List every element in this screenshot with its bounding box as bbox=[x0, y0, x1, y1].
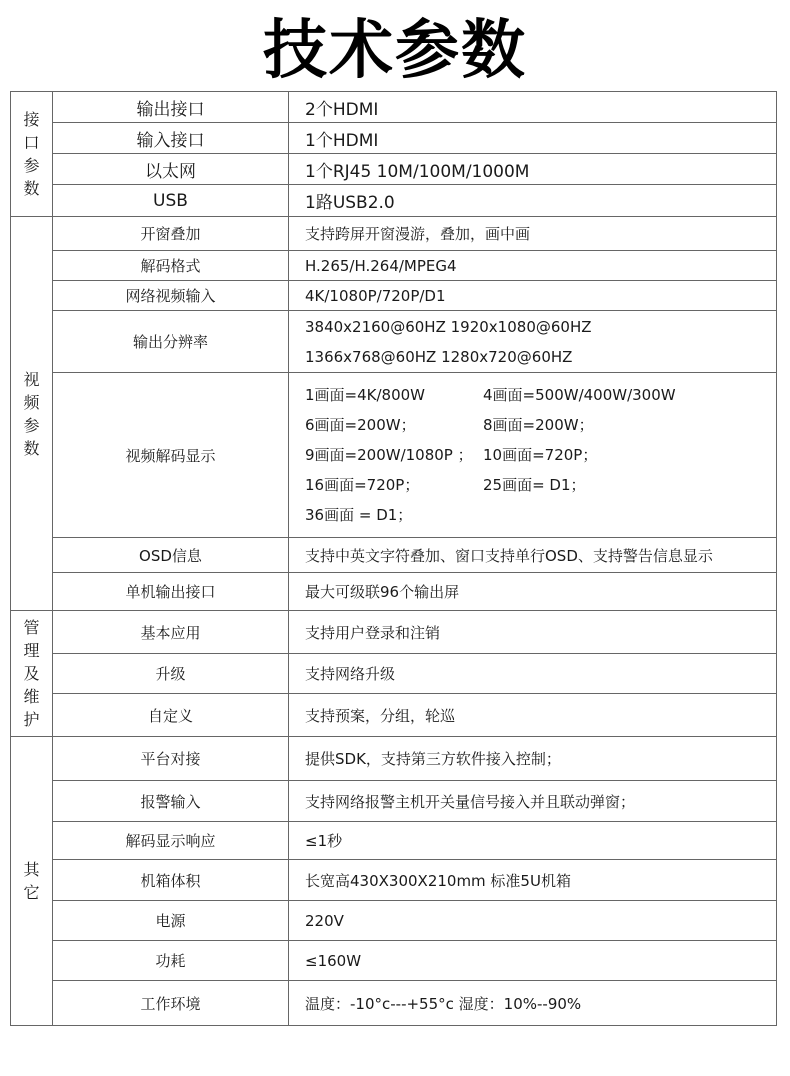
decode-item: 10画面=720P； bbox=[483, 446, 598, 464]
group-label-video: 视 频 参 数 bbox=[11, 217, 53, 611]
decode-item: 25画面= D1； bbox=[483, 476, 586, 494]
param-name: 解码显示响应 bbox=[53, 822, 289, 860]
table-row bbox=[11, 154, 777, 185]
decode-item bbox=[483, 500, 776, 530]
decode-item: 4画面=500W/400W/300W bbox=[483, 386, 676, 404]
param-name: 输入接口 bbox=[53, 123, 289, 154]
table-row bbox=[11, 217, 777, 251]
table-row bbox=[11, 737, 777, 781]
param-value: 提供SDK，支持第三方软件接入控制； bbox=[289, 737, 777, 781]
table-row bbox=[11, 281, 777, 311]
param-value: 4K/1080P/720P/D1 bbox=[289, 281, 777, 311]
table-row bbox=[11, 185, 777, 217]
param-name: 平台对接 bbox=[53, 737, 289, 781]
decode-item: 6画面=200W； bbox=[305, 416, 416, 434]
param-value: 220V bbox=[289, 901, 777, 941]
param-name: 解码格式 bbox=[53, 251, 289, 281]
param-name: 以太网 bbox=[53, 154, 289, 185]
param-value: 支持网络报警主机开关量信号接入并且联动弹窗； bbox=[289, 781, 777, 822]
table-row bbox=[11, 251, 777, 281]
param-name: 报警输入 bbox=[53, 781, 289, 822]
page-title: 技术参数 bbox=[263, 14, 527, 88]
param-name: OSD信息 bbox=[53, 538, 289, 573]
decode-item: 1画面=4K/800W bbox=[305, 386, 426, 404]
resolution-line: 1366x768@60HZ 1280x720@60HZ bbox=[305, 347, 573, 366]
table-row bbox=[11, 654, 777, 694]
param-value: 支持中英文字符叠加、窗口支持单行OSD、支持警告信息显示 bbox=[289, 538, 777, 573]
param-name: 视频解码显示 bbox=[53, 373, 289, 538]
param-name: 基本应用 bbox=[53, 611, 289, 654]
param-value: 温度：-10°c---+55°c 湿度：10%--90% bbox=[289, 981, 777, 1026]
spec-table bbox=[10, 91, 777, 1026]
param-value bbox=[289, 311, 777, 373]
table-row bbox=[11, 941, 777, 981]
param-name: 自定义 bbox=[53, 694, 289, 737]
param-name: 网络视频输入 bbox=[53, 281, 289, 311]
decode-item: 9画面=200W/1080P ； bbox=[305, 446, 473, 464]
resolution-line: 3840x2160@60HZ 1920x1080@60HZ bbox=[305, 317, 592, 336]
param-value: 2个HDMI bbox=[289, 92, 777, 123]
group-label-other: 其 它 bbox=[11, 737, 53, 1026]
group-label-manage: 管 理 及 维 护 bbox=[11, 611, 53, 737]
param-value bbox=[289, 373, 777, 538]
table-row bbox=[11, 901, 777, 941]
param-value: 支持网络升级 bbox=[289, 654, 777, 694]
table-row bbox=[11, 981, 777, 1026]
group-label-interface: 接 口 参 数 bbox=[11, 92, 53, 217]
table-row bbox=[11, 822, 777, 860]
table-row bbox=[11, 611, 777, 654]
param-value: 1路USB2.0 bbox=[289, 185, 777, 217]
table-row bbox=[11, 92, 777, 123]
param-name: 单机输出接口 bbox=[53, 573, 289, 611]
param-value: 长宽高430X300X210mm 标准5U机箱 bbox=[289, 860, 777, 901]
param-value: 1个HDMI bbox=[289, 123, 777, 154]
decode-item: 36画面 = D1； bbox=[305, 506, 413, 524]
param-value: 支持用户登录和注销 bbox=[289, 611, 777, 654]
param-value: 支持跨屏开窗漫游，叠加，画中画 bbox=[289, 217, 777, 251]
table-row bbox=[11, 694, 777, 737]
param-name: 电源 bbox=[53, 901, 289, 941]
table-row bbox=[11, 373, 777, 538]
table-row bbox=[11, 538, 777, 573]
decode-item: 8画面=200W； bbox=[483, 416, 594, 434]
table-row bbox=[11, 123, 777, 154]
param-name: 功耗 bbox=[53, 941, 289, 981]
param-name: 工作环境 bbox=[53, 981, 289, 1026]
decode-item: 16画面=720P； bbox=[305, 476, 420, 494]
table-row bbox=[11, 573, 777, 611]
table-row bbox=[11, 860, 777, 901]
param-name: 输出分辨率 bbox=[53, 311, 289, 373]
param-name: 输出接口 bbox=[53, 92, 289, 123]
param-value: ≤160W bbox=[289, 941, 777, 981]
param-name: 机箱体积 bbox=[53, 860, 289, 901]
param-name: 升级 bbox=[53, 654, 289, 694]
table-row bbox=[11, 781, 777, 822]
table-row bbox=[11, 311, 777, 373]
param-name: 开窗叠加 bbox=[53, 217, 289, 251]
param-value: 最大可级联96个输出屏 bbox=[289, 573, 777, 611]
decode-grid bbox=[305, 380, 776, 530]
param-name: USB bbox=[53, 185, 289, 217]
param-value: 1个RJ45 10M/100M/1000M bbox=[289, 154, 777, 185]
param-value: H.265/H.264/MPEG4 bbox=[289, 251, 777, 281]
param-value: 支持预案，分组，轮巡 bbox=[289, 694, 777, 737]
param-value: ≤1秒 bbox=[289, 822, 777, 860]
